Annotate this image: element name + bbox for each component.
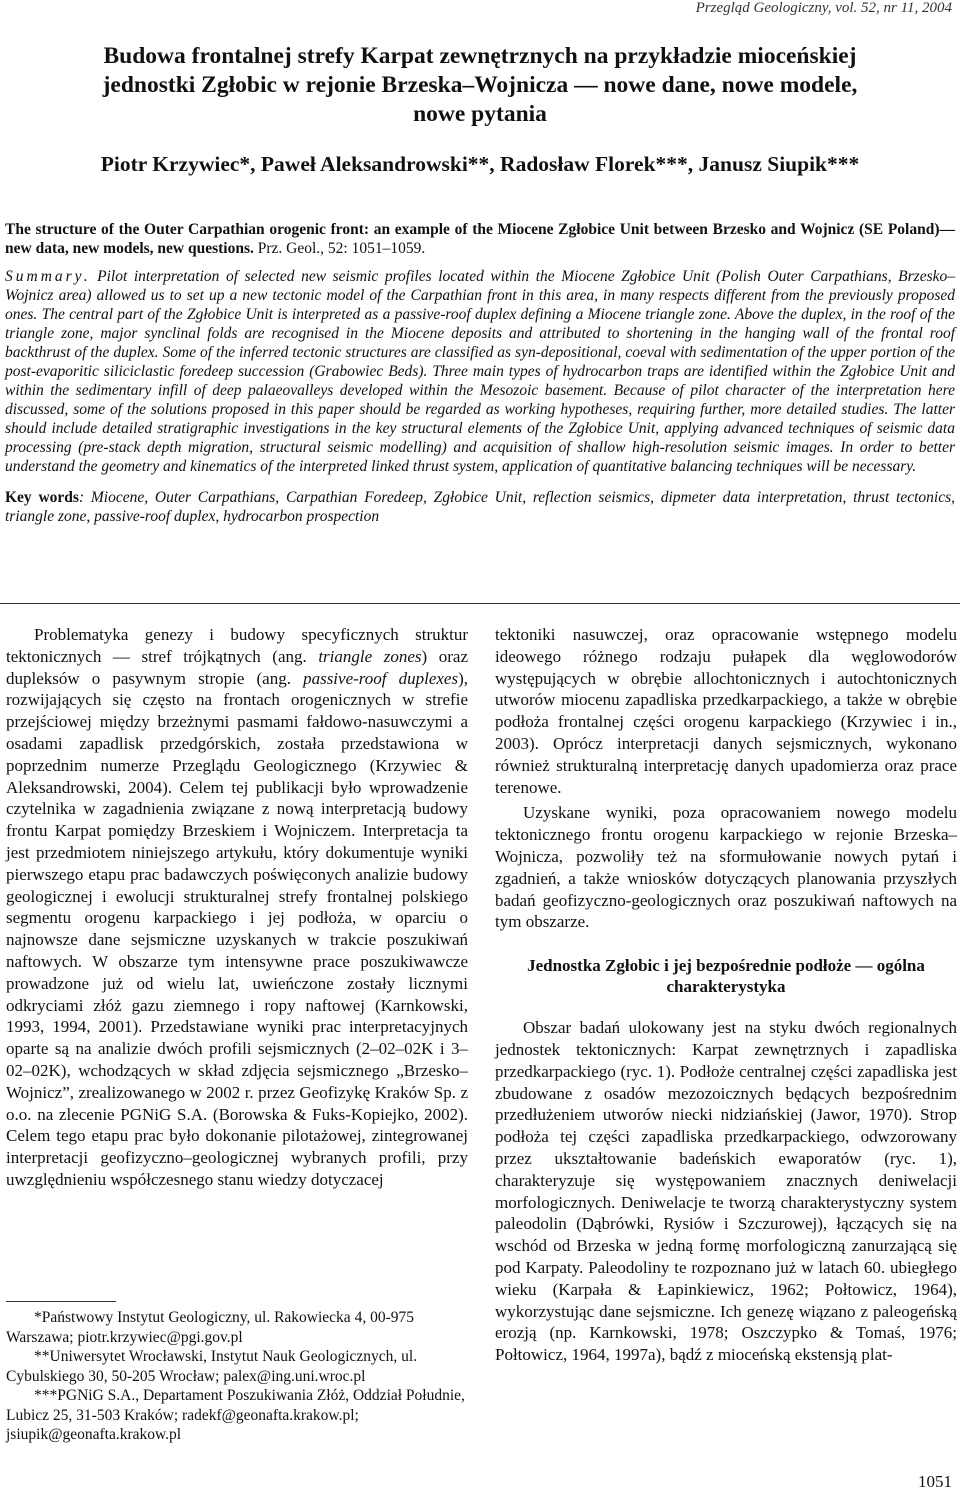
text-run: Problematyka genezy i budowy specyficznych struktur tektonicznych — stref trójkątnych (ang.: [6, 625, 468, 666]
right-column: [495, 624, 957, 1366]
footnote: **Uniwersytet Wrocławski, Instytut Nauk Geologicznych, ul. Cybulskiego 30, 50-205 Wrocław; palex@ing.uni.wroc.pl: [6, 1348, 418, 1385]
footnote-divider: [6, 1301, 116, 1302]
title-line: Budowa frontalnej strefy Karpat zewnętrznych na przykładzie mioceńskiej: [103, 43, 857, 69]
title-line: jednostki Zgłobic w rejonie Brzeska–Wojnicza — nowe dane, nowe modele,: [102, 72, 858, 98]
emphasis-term: triangle zones: [318, 646, 422, 666]
article-title: [0, 42, 960, 129]
authors: Piotr Krzywiec*, Paweł Aleksandrowski**, Radosław Florek***, Janusz Siupik***: [100, 152, 860, 176]
title-line: nowe pytania: [413, 101, 547, 127]
summary: [5, 267, 955, 476]
keywords: Key words: Miocene, Outer Carpathians, Carpathian Foredeep, Zgłobice Unit, reflection seismics, dipmeter data interpretation, thrust tectonics, triangle zone, passive-roof duplex, hydrocarbon prospection: [5, 489, 955, 525]
section-divider: [0, 603, 960, 604]
left-column: [6, 624, 468, 1191]
footnote: ***PGNiG S.A., Departament Poszukiwania Złóż, Oddział Południe, Lubicz 25, 31-503 Kraków; radekf@geonafta.krakow.pl; jsiupik@geonafta.krakow.pl: [6, 1387, 465, 1443]
keywords-label: Key words: [5, 489, 79, 506]
body-paragraph: tektoniki nasuwczej, oraz opracowanie wstępnego modelu ideowego różnego rodzaju pułapek dla węglowodorów występujących w obrębie allochtonicznych i autochtonicznych utworów miocenu zapadliska przedkarpackiego, a także w obrębie podłoża frontalnej części orogenu karpackiego (Krzywiec i in., 2003). Oprócz interpretacji danych sejsmicznych, wykonano również strukturalną interpretację danych upadomierza oraz prace terenowe.: [495, 625, 957, 797]
section-heading: Jednostka Zgłobic i jej bezpośrednie podłoże — ogólna charakterystyka: [527, 956, 925, 997]
footnotes: [6, 1308, 468, 1445]
english-title: [5, 220, 955, 258]
body-paragraph: Uzyskane wyniki, poza opracowaniem nowego modelu tektonicznego frontu orogenu karpackiego w rejonie Brzeska–Wojnicza, pozwoliły też na sformułowanie nowych pytań i zgadnień, a także wniosków dotyczących planowania przyszłych badań geofizyczno-geologicznych oraz poszukiwań naftowych na tym obszarze.: [495, 803, 957, 932]
abstract: [5, 220, 955, 526]
emphasis-term: passive-roof duplexes: [303, 668, 459, 688]
citation-reference: Prz. Geol., 52: 1051–1059.: [257, 240, 426, 257]
summary-text: Pilot interpretation of selected new seismic profiles located within the Miocene Zgłobice Unit (Polish Outer Carpathians, Brzesko–Wojnicz area) allowed us to set up a new tectonic model of the Carpathian front in this area, in many respects different from the previously proposed ones. The central part of the Zgłobice Unit is interpreted as a passive-roof duplex defining a Miocene triangle zone. Above the duplex, in the roof of the triangle zone, major synclinal folds are recognised in the Miocene deposits and attributed to shortening in the hanging wall of the frontal roof backthrust of the duplex. Some of the inferred tectonic structures are classified as syn-depositional, coeval with sedimentation of the upper portion of the post-evaporitic siliciclastic foredeep succession (Grabowiec Beds). Three main types of hydrocarbon traps are identified within the Zgłobice Unit and within the sedimentary infill of deep palaeovalleys developed within the Mesozoic basement. Because of pilot character of the interpretation here discussed, some of the solutions proposed in this paper should be regarded as working hypotheses, requiring further, more detailed studies. The latter should include detailed stratigraphic investigations in the key structural elements of the Zgłobice Unit, applying advanced techniques of seismic data processing (pre-stack depth migration, structural seismic modelling) and acquisition of shallow high-resolution seismic images. In order to better understand the geometry and kinematics of the interpreted linked thrust system, application of quantitative balancing techniques will be necessary.: [5, 268, 955, 475]
journal-header: Przegląd Geologiczny, vol. 52, nr 11, 2004: [695, 0, 952, 16]
text-run: ) oraz dupleksów o pasywnym stropie (ang.: [6, 646, 469, 688]
english-title-text: The structure of the Outer Carpathian orogenic front: an example of the Miocene Zgłobice Unit between Brzesko and Wojnicz (SE Poland)— new data, new models, new questions.: [5, 221, 955, 257]
page-number: 1051: [918, 1472, 952, 1491]
body-paragraph: Obszar badań ulokowany jest na styku dwóch regionalnych jednostek tektonicznych: Karpat zewnętrznych i zapadliska przedkarpackiego (ryc. 1). Podłoże centralnej części zapadliska jest zbudowane z osadów mezozoicznych będących bezpośrednim przedłużeniem utworów niecki nidziańskiej (Jawor, 1970). Strop podłoża tej części zapadliska przedkarpackiego, odwzorowany przez ukształtowanie badeńskich ewaporatów (ryc. 1), charakteryzuje się występowaniem znacznych deniwelacji morfologicznych. Deniwelacje te tworzą charakterystyczny system paleodolin (Dąbrówki, Rysiów i Szczurowej), łączących się na wschód od Brzeska w jedną formę morfologiczną zanurzającą się pod Karpaty. Paleodoliny te rozpoznano już w latach 60. ubiegłego wieku (Karpała & Łapinkiewicz, 1962; Połtowicz, 1964), wykorzystując dane sejsmiczne. Ich genezę wiązano z paleogeńską erozją (np. Karnkowski, 1978; Oszczypko & Tomaś, 1976; Połtowicz, 1964, 1997a), bądź z mioceńską ekstensją plat-: [495, 1018, 957, 1365]
text-run: ), rozwijających się często na frontach orogenicznych w strefie przejściowej między brzeżnymi pasmami fałdowo-nasuwczymi a osadami zapadlisk przedgórskich, została przedstawiona w poprzednim numerze Przeglądu Geologicznego (Krzywiec & Aleksandrowski, 2004). Celem tej publikacji było wprowadzenie czytelnika w zagadnienia związane z nową interpretacją budowy frontu Karpat pomiędzy Brzeskiem i Wojniczem. Interpretacja ta jest przedmiotem niniejszego artykułu, który dokumentuje wyniki pierwszego etapu prac badawczych poświęconych analizie budowy geologicznej i ewolucji strukturalnej strefy frontalnej polskiego segmentu orogenu karpackiego i jej podłoża, w oparciu o najnowsze dane sejsmiczne uzyskanych w trakcie poszukiwań naftowych. W obszarze tym intensywne prace poszukiwawcze prowadzone już od wielu lat, uwieńczone zostały licznymi odkryciami złóż gazu ziemnego i ropy naftowej (Karnkowski, 1993, 1994, 2001). Przedstawiane wyniki prac interpretacyjnych oparte są na analizie dwóch profili sejsmicznych (2–02–02K i 3–02–02K), wchodzących w skład zdjęcia sejsmicznego „Brzesko–Wojnicz”, zrealizowanego w 2002 r. przez Geofizykę Kraków Sp. z o.o. na zlecenie PGNiG S.A. (Borowska & Fuks-Kopiejko, 2002). Celem tego etapu prac było dokonanie pilotażowej, zintegrowanej interpretacji geofizyczno–geologicznej wybranych profili, przy uwzględnieniu współczesnego stanu wiedzy dotyczacej: [6, 668, 468, 1189]
body-paragraph: [6, 624, 468, 1191]
summary-label: Summary.: [5, 268, 91, 285]
footnote: *Państwowy Instytut Geologiczny, ul. Rakowiecka 4, 00-975 Warszawa; piotr.krzywiec@pgi.gov.pl: [6, 1309, 414, 1346]
keywords-text: Miocene, Outer Carpathians, Carpathian Foredeep, Zgłobice Unit, reflection seismics, dipmeter data interpretation, thrust tectonics, triangle zone, passive-roof duplex, hydrocarbon prospection: [5, 489, 955, 525]
